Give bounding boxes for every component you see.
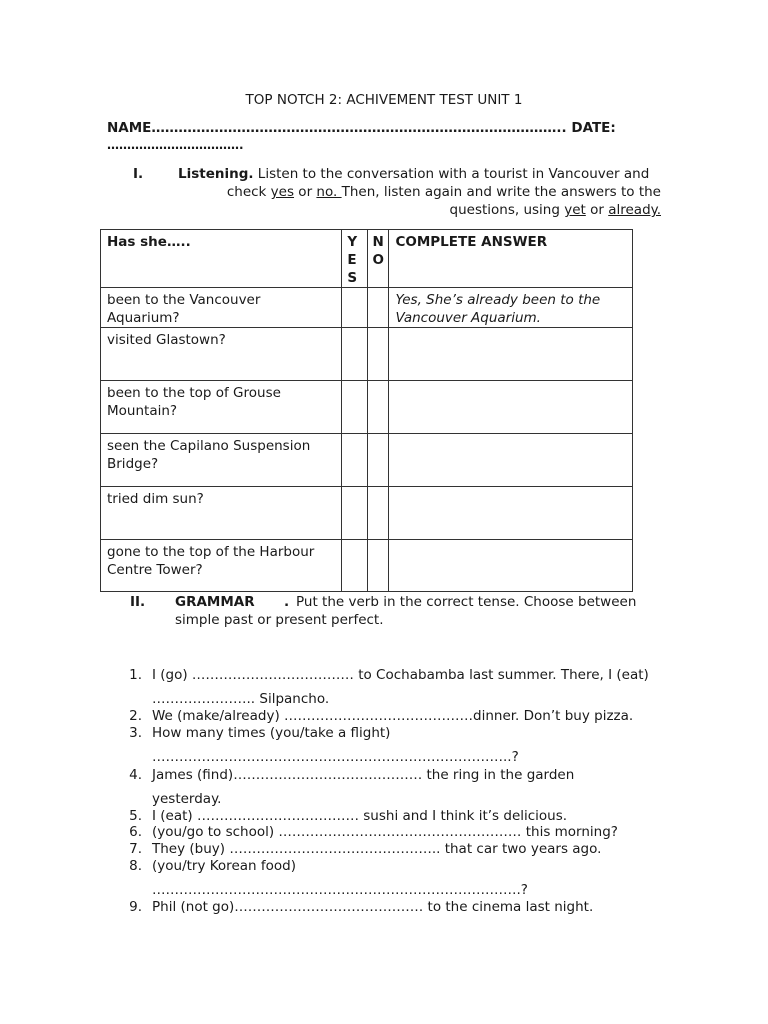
already-word: already. <box>608 202 661 218</box>
item-number: 1. <box>129 667 142 683</box>
no-cell[interactable] <box>367 487 389 540</box>
item-number: 3. <box>129 725 142 741</box>
no-cell[interactable] <box>367 288 389 328</box>
date-blank: ……………………………. <box>107 138 244 152</box>
row-question: been to the Vancouver Aquarium? <box>101 288 342 328</box>
yes-word: yes <box>270 184 295 200</box>
answer-cell[interactable] <box>389 487 633 540</box>
table-header-row <box>101 230 633 288</box>
item-number: 2. <box>129 708 142 724</box>
item-number: 8. <box>129 858 142 874</box>
grammar-item-line[interactable]: We (make/already) ……………………………………dinner. Don’t buy pizza. <box>152 708 634 724</box>
section1-text: or <box>294 184 317 200</box>
yes-cell[interactable] <box>342 381 367 434</box>
yet-word: yet <box>564 202 586 218</box>
grammar-item-line[interactable]: (you/go to school) ……………………………………………… this morning? <box>152 824 618 840</box>
section1-line1 <box>178 166 649 182</box>
table-row <box>101 288 633 328</box>
yes-cell[interactable] <box>342 328 367 381</box>
listening-table <box>100 229 633 592</box>
grammar-item-line: yesterday. <box>152 791 222 807</box>
no-cell[interactable] <box>367 381 389 434</box>
item-number: 9. <box>129 899 142 915</box>
header-question: Has she….. <box>101 230 342 288</box>
grammar-item-line: (you/try Korean food) <box>152 858 296 874</box>
name-label: NAME <box>107 120 152 136</box>
grammar-item-line[interactable]: ……………………………………………………………………..? <box>152 749 519 765</box>
header-no: NO <box>367 230 389 288</box>
section1-text: questions, using <box>449 202 565 218</box>
section1-heading: Listening. <box>178 166 254 182</box>
section1-text: check <box>226 184 271 200</box>
section2-heading: GRAMMAR <box>175 594 255 610</box>
section2-instruction-2: simple past or present perfect. <box>175 612 384 628</box>
item-number: 7. <box>129 841 142 857</box>
section1-text: Then, listen again and write the answers to the <box>341 184 661 200</box>
item-number: 6. <box>129 824 142 840</box>
answer-cell[interactable] <box>389 434 633 487</box>
grammar-item-line: How many times (you/take a flight) <box>152 725 391 741</box>
yes-cell[interactable] <box>342 487 367 540</box>
section1-line3 <box>450 202 661 218</box>
no-word: no. <box>316 184 342 200</box>
date-label: DATE: <box>566 120 616 136</box>
row-question: been to the top of Grouse Mountain? <box>101 381 342 434</box>
table-row <box>101 487 633 540</box>
table-row <box>101 434 633 487</box>
no-cell[interactable] <box>367 328 389 381</box>
row-question: gone to the top of the Harbour Centre Tower? <box>101 540 342 592</box>
section2-dot: . <box>284 594 290 610</box>
grammar-item-line[interactable]: I (eat) ……………………………… sushi and I think it’s delicious. <box>152 808 568 824</box>
section2-numeral: II. <box>130 594 146 610</box>
item-number: 4. <box>129 767 142 783</box>
grammar-item-line[interactable]: ……………………………………………………………………….? <box>152 882 528 898</box>
yes-cell[interactable] <box>342 288 367 328</box>
table-row <box>101 328 633 381</box>
grammar-item-line[interactable]: I (go) ……………………………… to Cochabamba last summer. There, I (eat) <box>152 667 649 683</box>
table-row <box>101 540 633 592</box>
table-row <box>101 381 633 434</box>
no-cell[interactable] <box>367 434 389 487</box>
section1-numeral: I. <box>133 166 144 182</box>
name-line <box>107 120 616 136</box>
section2-instruction-1: Put the verb in the correct tense. Choose between <box>296 594 637 610</box>
name-blank: ……………………………………………………………………………….. <box>151 120 567 136</box>
answer-cell[interactable] <box>389 328 633 381</box>
item-number: 5. <box>129 808 142 824</box>
yes-cell[interactable] <box>342 540 367 592</box>
header-answer: COMPLETE ANSWER <box>389 230 633 288</box>
section1-line2 <box>227 184 661 200</box>
answer-cell[interactable] <box>389 540 633 592</box>
answer-cell[interactable] <box>389 381 633 434</box>
grammar-item-line[interactable]: Phil (not go)…………………………………… to the cinema last night. <box>152 899 594 915</box>
yes-cell[interactable] <box>342 434 367 487</box>
row-question: tried dim sun? <box>101 487 342 540</box>
grammar-item-line[interactable]: ………………….. Silpancho. <box>152 691 330 707</box>
header-yes: YES <box>342 230 367 288</box>
row-question: visited Glastown? <box>101 328 342 381</box>
answer-cell[interactable]: Yes, She’s already been to the Vancouver Aquarium. <box>389 288 633 328</box>
grammar-item-line[interactable]: They (buy) ……………………………………….. that car two years ago. <box>152 841 602 857</box>
section1-instruction-1: Listen to the conversation with a tourist in Vancouver and <box>253 166 650 182</box>
document-title: TOP NOTCH 2: ACHIVEMENT TEST UNIT 1 <box>245 92 523 108</box>
grammar-item-line[interactable]: James (find)…………………………………… the ring in the garden <box>152 767 575 783</box>
no-cell[interactable] <box>367 540 389 592</box>
row-question: seen the Capilano Suspension Bridge? <box>101 434 342 487</box>
section1-text: or <box>585 202 609 218</box>
